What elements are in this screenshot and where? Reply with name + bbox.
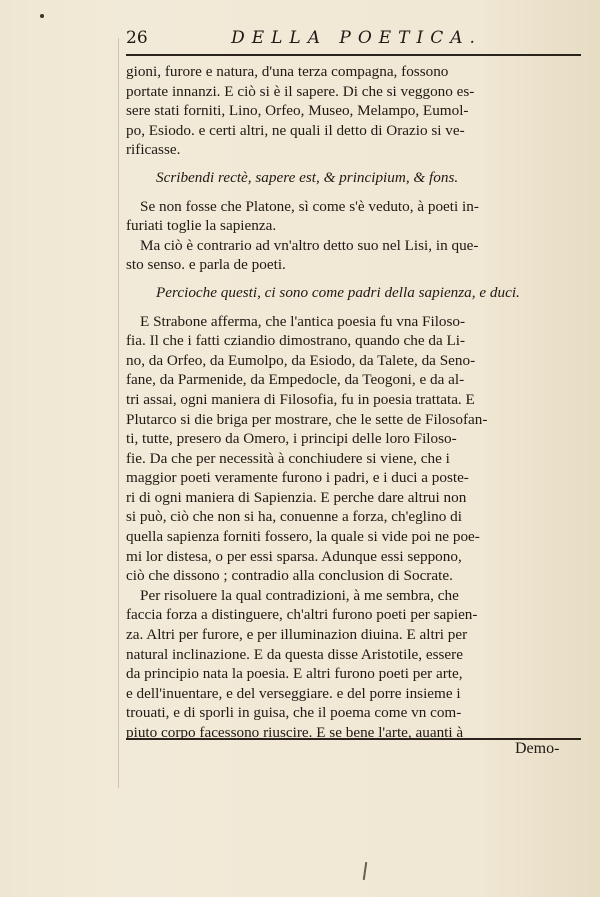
bottom-rule bbox=[126, 738, 581, 740]
text-line: sere stati forniti, Lino, Orfeo, Museo, Melampo, Eumol- bbox=[126, 102, 469, 120]
text-line: faccia forza a distinguere, ch'altri furono poeti per sapien- bbox=[126, 606, 478, 624]
text-line: Plutarco si die briga per mostrare, che le sette de Filosofan- bbox=[126, 410, 488, 428]
catchword: Demo- bbox=[515, 740, 560, 757]
text-line: fia. Il che i fatti cziandio dimostrano, quando che da Li- bbox=[126, 332, 466, 350]
ink-speck bbox=[40, 14, 44, 18]
paragraph bbox=[126, 236, 581, 275]
text-line: ti, tutte, presero da Omero, i principi delle loro Filoso- bbox=[126, 430, 457, 448]
text-line: Ma ciò è contrario ad vn'altro detto suo nel Lisi, in que- bbox=[140, 236, 479, 254]
text-line: quella sapienza forniti fossero, la quale si vide poi ne poe- bbox=[126, 528, 480, 546]
text-line: trouati, e di sporli in guisa, che il poema come vn com- bbox=[126, 704, 462, 722]
text-block bbox=[126, 28, 581, 743]
text-line: tri assai, ogni maniera di Filosofia, fu in poesia trattata. E bbox=[126, 390, 475, 408]
running-title: DELLA POETICA. bbox=[231, 28, 482, 48]
text-line: e dell'inuentare, e del verseggiare. e del porre insieme i bbox=[126, 684, 461, 702]
text-line: ciò che dissono ; contradio alla conclusion di Socrate. bbox=[126, 567, 453, 585]
text-line: da principio nata la poesia. E altri furono poeti per arte, bbox=[126, 665, 463, 683]
text-line: Per risoluere la qual contradizioni, à me sembra, che bbox=[140, 586, 459, 604]
text-line: po, Esiodo. e certi altri, ne quali il detto di Orazio si ve- bbox=[126, 121, 465, 139]
text-line: rificasse. bbox=[126, 141, 181, 159]
ink-mark bbox=[363, 862, 367, 880]
text-line: sto senso. e parla de poeti. bbox=[126, 256, 286, 274]
latin-quotation bbox=[126, 283, 581, 303]
paragraph bbox=[126, 586, 581, 743]
text-line: gioni, furore e natura, d'una terza compagna, fossono bbox=[126, 63, 449, 80]
running-head bbox=[126, 28, 581, 56]
body-text bbox=[126, 62, 581, 743]
text-line: maggior poeti veramente furono i padri, e i duci a poste- bbox=[126, 469, 469, 487]
text-line: si può, ciò che non si ha, conuenne a forza, ch'eglino di bbox=[126, 508, 462, 526]
text-line: E Strabone afferma, che l'antica poesia fu vna Filoso- bbox=[140, 312, 466, 330]
paragraph bbox=[126, 197, 581, 236]
latin-quotation bbox=[126, 168, 581, 188]
text-line: furiati toglie la sapienza. bbox=[126, 217, 277, 235]
text-line: Scribendi rectè, sapere est, & principium, & fons. bbox=[156, 168, 459, 186]
text-line: fie. Da che per necessità à conchiudere si viene, che i bbox=[126, 449, 450, 467]
text-line: portate innanzi. E ciò si è il sapere. Di che si veggono es- bbox=[126, 82, 475, 100]
text-line: fane, da Parmenide, da Empedocle, da Teogoni, e da al- bbox=[126, 371, 465, 389]
text-line: ri di ogni maniera di Sapienzia. E perche dare altrui non bbox=[126, 488, 467, 506]
text-line: mi lor distesa, o per essi sparsa. Adunque essi seppono, bbox=[126, 547, 462, 565]
page-number: 26 bbox=[126, 28, 148, 48]
paragraph bbox=[126, 62, 581, 160]
text-line: natural inclinazione. E da questa disse Aristotile, essere bbox=[126, 645, 463, 663]
text-line: za. Altri per furore, e per illuminazion diuina. E altri per bbox=[126, 626, 468, 644]
text-line: Percioche questi, ci sono come padri della sapienza, e duci. bbox=[156, 283, 520, 301]
text-line: Se non fosse che Platone, sì come s'è veduto, à poeti in- bbox=[140, 197, 479, 215]
gutter-shadow bbox=[118, 38, 119, 788]
text-line: no, da Orfeo, da Eumolpo, da Esiodo, da Talete, da Seno- bbox=[126, 351, 476, 369]
paragraph bbox=[126, 312, 581, 586]
text-line: piuto corpo facessono riuscire. E se bene l'arte, auanti à bbox=[126, 724, 464, 741]
